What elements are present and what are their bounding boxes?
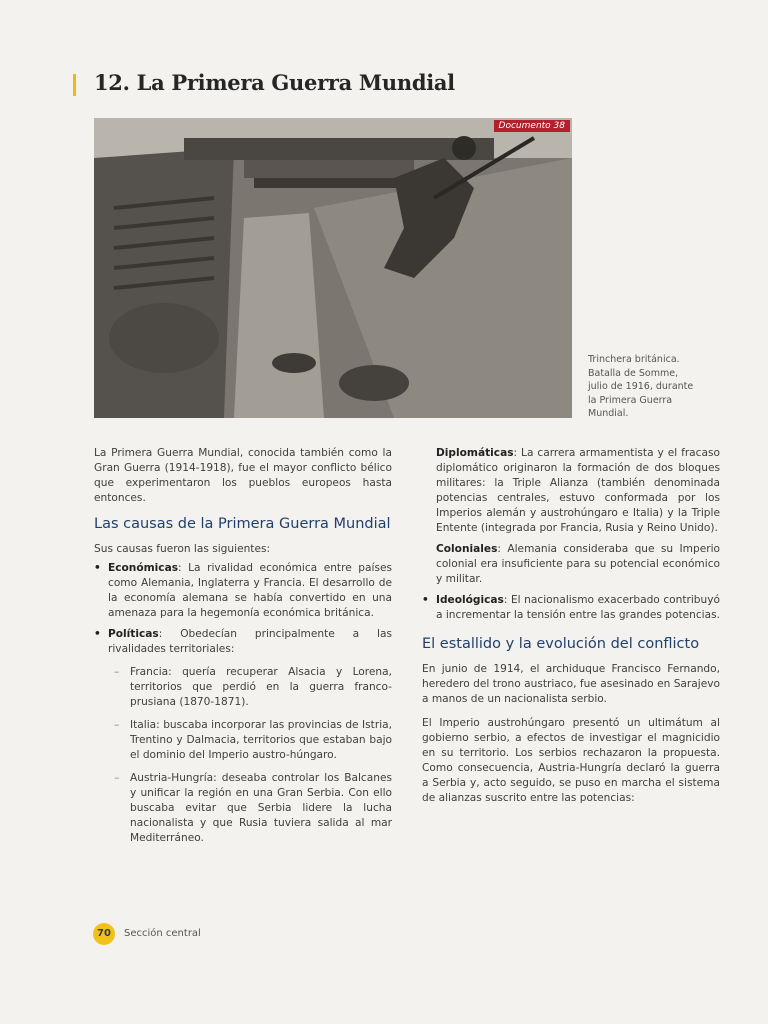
outbreak-paragraph-2: El Imperio austrohúngaro presentó un ultimátum al gobierno serbio, a efectos de investigar el magnicidio en su territorio. Los serbios rechazaron la propuesta. Como consecuencia, Austria-Hungría declaró la guerra a Serbia y, acto seguido, se puso en marcha el sistema de alianzas suscrito entre las potencias: bbox=[422, 717, 720, 804]
right-column bbox=[422, 446, 720, 815]
intro-paragraph: La Primera Guerra Mundial, conocida también como la Gran Guerra (1914-1918), fue el mayor conflicto bélico que experimentaron los pueblos europeos hasta entonces. bbox=[94, 447, 392, 504]
trench-photo bbox=[94, 118, 572, 418]
causes-heading: Las causas de la Primera Guerra Mundial bbox=[94, 516, 391, 532]
ideological-text: : El nacionalismo exacerbado contribuyó a incrementar la tensión entre las grandes potencias. bbox=[436, 594, 720, 621]
colonial-text: : Alemania consideraba que su Imperio colonial era insuficiente para su potencial económico y militar. bbox=[436, 543, 720, 585]
diplomatic-text: : La carrera armamentista y el fracaso diplomático originaron la formación de dos bloques militares: la Triple Alianza (también denominada potencias centrales, estuvo conformada por los Imperios alemán y austrohúngaro e Italia) y la Triple Entente (integrada por Francia, Rusia y Reino Unido). bbox=[436, 447, 720, 534]
outbreak-heading: El estallido y la evolución del conflicto bbox=[422, 636, 700, 652]
diplomatic-paragraph bbox=[422, 446, 720, 536]
sub-list-item: – Austria-Hungría: deseaba controlar los Balcanes y unificar la región en una Gran Serbia. Con ello buscaba evitar que Serbia lidere la lucha nacionalista y que Rusia tuviera salida al mar Mediterráneo. bbox=[108, 771, 392, 846]
ideological-list bbox=[422, 593, 720, 623]
list-item bbox=[94, 627, 392, 846]
left-column bbox=[94, 446, 392, 854]
caption-line: julio de 1916, durante bbox=[588, 381, 694, 392]
diplomatic-label: Diplomáticas bbox=[436, 447, 514, 459]
caption-line: Trinchera británica. bbox=[588, 354, 680, 365]
causes-list bbox=[94, 561, 392, 846]
sub-list-item: – Italia: buscaba incorporar las provincias de Istria, Trentino y Dalmacia, territorios que estaban bajo el dominio del Imperio austro-húngaro. bbox=[108, 718, 392, 763]
photo-caption bbox=[588, 353, 708, 421]
page-title: 12. La Primera Guerra Mundial bbox=[94, 70, 455, 95]
economic-label: Económicas bbox=[108, 562, 179, 574]
document-label: Documento 38 bbox=[494, 120, 570, 132]
colonial-label: Coloniales bbox=[436, 543, 498, 555]
territorial-rivalries-list bbox=[108, 665, 392, 846]
political-label: Políticas bbox=[108, 628, 159, 640]
list-item bbox=[94, 561, 392, 621]
caption-line: Mundial. bbox=[588, 408, 629, 419]
political-text: : Obedecían principalmente a las rivalidades territoriales: bbox=[108, 628, 392, 655]
sub-list-item: – Francia: quería recuperar Alsacia y Lorena, territorios que perdió en la guerra franco-prusiana (1870-1871). bbox=[108, 665, 392, 710]
colonial-paragraph bbox=[422, 542, 720, 587]
list-item bbox=[422, 593, 720, 623]
outbreak-paragraph-1: En junio de 1914, el archiduque Francisco Fernando, heredero del trono austriaco, fue asesinado en Sarajevo a manos de un nacionalista serbio. bbox=[422, 663, 720, 705]
section-label: Sección central bbox=[124, 928, 201, 939]
caption-line: la Primera Guerra bbox=[588, 394, 673, 406]
economic-text: : La rivalidad económica entre países como Alemania, Inglaterra y Francia. El desarrollo de la economía alemana se había convertido en una amenaza para la hegemonía económica británica. bbox=[108, 562, 392, 619]
page-number: 70 bbox=[93, 923, 115, 945]
title-accent-bar bbox=[73, 74, 76, 96]
caption-line: Batalla de Somme, bbox=[588, 367, 679, 379]
ideological-label: Ideológicas bbox=[436, 594, 504, 606]
causes-intro: Sus causas fueron las siguientes: bbox=[94, 543, 271, 555]
